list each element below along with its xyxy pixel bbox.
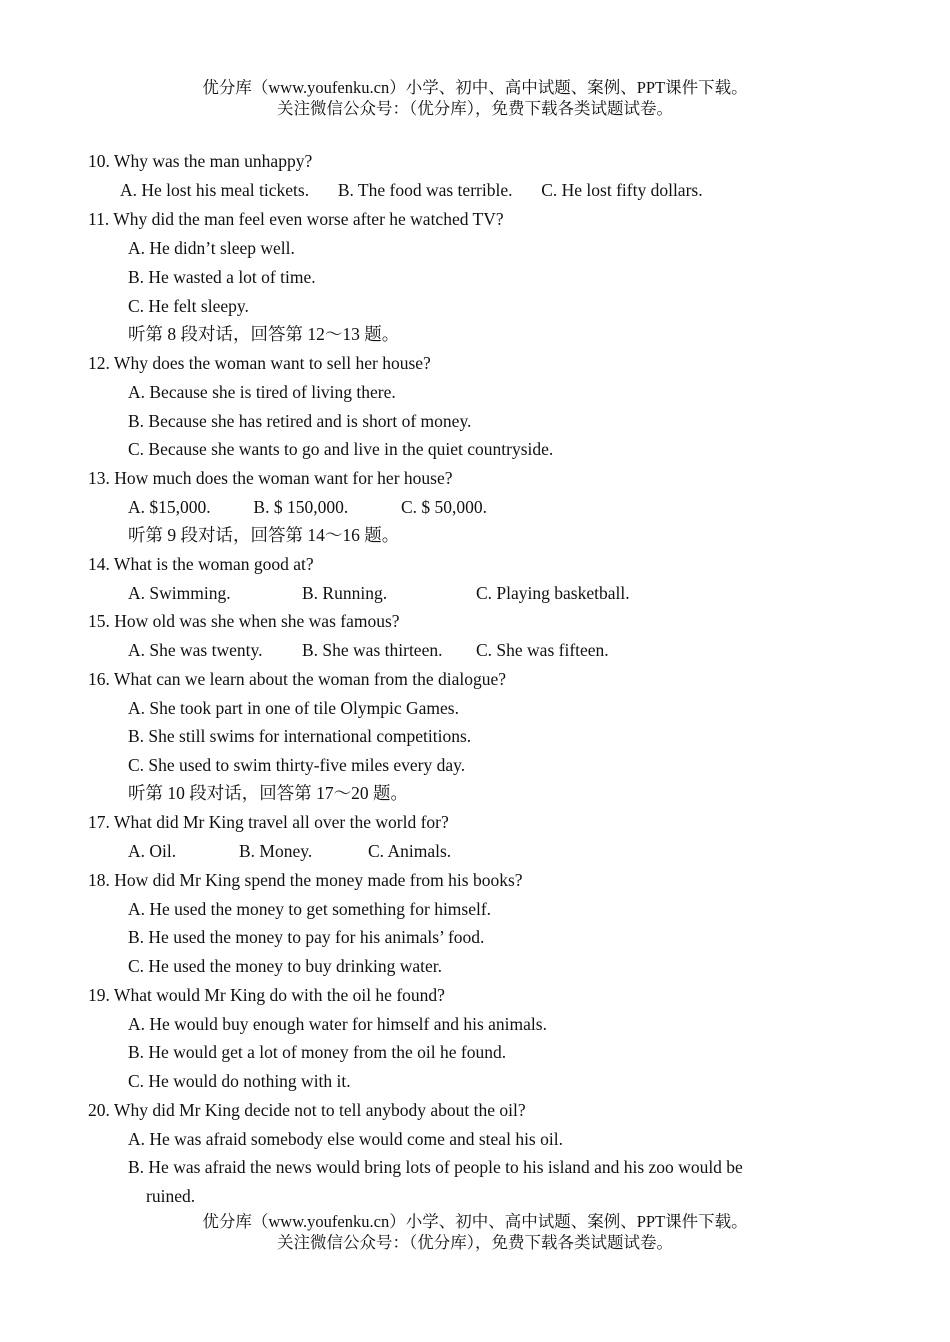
option-c: C. Animals. [368,841,452,861]
question-12: 12. Why does the woman want to sell her house? [88,353,431,373]
question-13-options [128,496,487,518]
option-b: B. Money. [239,841,313,861]
option-b: B. Because she has retired and is short of money. [128,411,472,431]
option-b: B. The food was terrible. [337,180,513,200]
option-b: B. $ 150,000. [253,497,349,517]
option-a: A. He was afraid somebody else would come and steal his oil. [128,1129,563,1149]
option-a: A. He lost his meal tickets. [120,180,310,200]
option-b-continuation: ruined. [146,1186,196,1206]
question-13: 13. How much does the woman want for her house? [88,468,453,488]
option-c: C. She used to swim thirty-five miles every day. [128,755,466,775]
option-a: A. Because she is tired of living there. [128,382,396,402]
page-footer [0,1211,950,1253]
page-header [0,77,950,119]
option-b: B. He wasted a lot of time. [128,267,316,287]
section-instruction-9: 听第 9 段对话，回答第 14～16 题。 [128,525,400,545]
header-line-2: 关注微信公众号：（优分库），免费下载各类试题试卷。 [277,99,673,118]
option-b: B. He would get a lot of money from the oil he found. [128,1042,507,1062]
question-19: 19. What would Mr King do with the oil he found? [88,985,445,1005]
option-c: C. $ 50,000. [400,497,488,517]
option-b: B. Running. [302,583,388,603]
option-a: A. She took part in one of tile Olympic Games. [128,698,459,718]
question-10: 10. Why was the man unhappy? [88,151,313,171]
section-instruction-8: 听第 8 段对话，回答第 12～13 题。 [128,324,400,344]
option-a: A. He would buy enough water for himself and his animals. [128,1014,547,1034]
section-instruction-10: 听第 10 段对话，回答第 17～20 题。 [128,783,408,803]
question-16: 16. What can we learn about the woman from the dialogue? [88,669,507,689]
question-10-options [120,179,703,201]
option-c: C. He felt sleepy. [128,296,249,316]
option-c: C. He lost fifty dollars. [541,180,703,200]
option-c: C. Playing basketball. [476,583,630,603]
question-17: 17. What did Mr King travel all over the world for? [88,812,449,832]
option-a: A. Swimming. [128,583,231,603]
option-a: A. He used the money to get something for himself. [128,899,492,919]
option-b: B. He was afraid the news would bring lots of people to his island and his zoo would be [128,1157,743,1177]
option-b: B. He used the money to pay for his animals’ food. [128,927,485,947]
option-a: A. She was twenty. [128,640,263,660]
footer-line-2: 关注微信公众号：（优分库），免费下载各类试题试卷。 [277,1233,673,1252]
option-a: A. He didn’t sleep well. [128,238,295,258]
question-18: 18. How did Mr King spend the money made from his books? [88,870,523,890]
option-a: A. $15,000. [128,497,211,517]
option-a: A. Oil. [128,841,177,861]
question-11: 11. Why did the man feel even worse after he watched TV? [88,209,504,229]
option-c: C. She was fifteen. [476,640,609,660]
footer-line-1: 优分库（www.youfenku.cn）小学、初中、高中试题、案例、PPT课件下载。 [202,1212,748,1231]
option-c: C. He would do nothing with it. [128,1071,351,1091]
question-14: 14. What is the woman good at? [88,554,314,574]
question-15: 15. How old was she when she was famous? [88,611,400,631]
option-c: C. Because she wants to go and live in the quiet countryside. [128,439,554,459]
header-line-1: 优分库（www.youfenku.cn）小学、初中、高中试题、案例、PPT课件下载。 [202,78,748,97]
question-20: 20. Why did Mr King decide not to tell anybody about the oil? [88,1100,526,1120]
option-c: C. He used the money to buy drinking water. [128,956,442,976]
option-b: B. She was thirteen. [302,640,443,660]
option-b: B. She still swims for international competitions. [128,726,472,746]
